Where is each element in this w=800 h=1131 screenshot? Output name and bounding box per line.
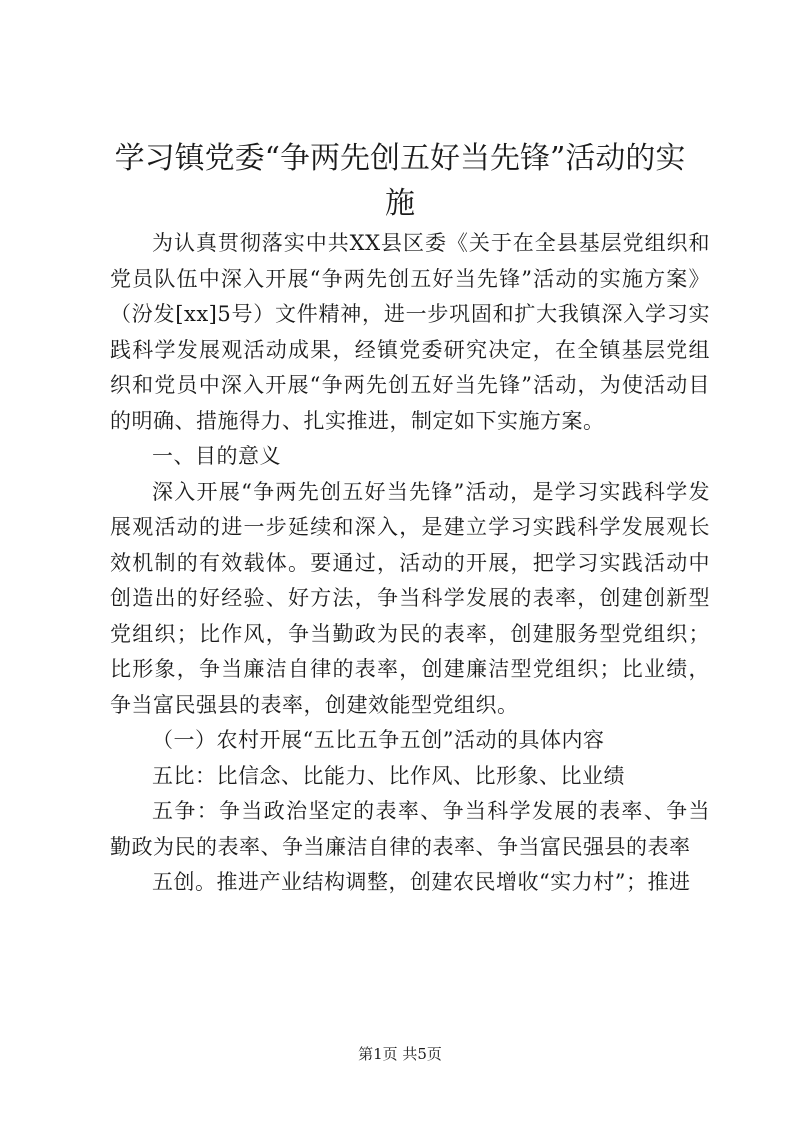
subsection-heading-rural: （一）农村开展“五比五争五创”活动的具体内容 (152, 728, 605, 752)
paragraph-five-create: 五创。推进产业结构调整，创建农民增收“实力村”；推进 (152, 870, 691, 894)
document-body (110, 226, 710, 901)
paragraph-purpose: 深入开展“争两先创五好当先锋”活动，是学习实践科学发展观活动的进一步延续和深入，是建立学习实践科学发展观长效机制的有效载体。要通过，活动的开展，把学习实践活动中创造出的好经验、好方法，争当科学发展的表率，创建创新型党组织；比作风，争当勤政为民的表率，创建服务型党组织；比形象，争当廉洁自律的表率，创建廉洁型党组织；比业绩，争当富民强县的表率，创建效能型党组织。 (110, 479, 710, 717)
page-number-label: 第1页 共5页 (358, 1045, 442, 1063)
document-title: 学习镇党委“争两先创五好当先锋”活动的实施 (114, 141, 686, 221)
paragraph-five-compare: 五比：比信念、比能力、比作风、比形象、比业绩 (152, 763, 625, 788)
page-footer (0, 1044, 800, 1064)
section-heading-purpose: 一、目的意义 (152, 444, 281, 468)
paragraph-intro: 为认真贯彻落实中共XX县区委《关于在全县基层党组织和党员队伍中深入开展“争两先创五好当先锋”活动的实施方案》（汾发[xx]5号）文件精神，进一步巩固和扩大我镇深入学习实践科学发展观活动成果，经镇党委研究决定，在全镇基层党组织和党员中深入开展“争两先创五好当先锋”活动，为使活动目的明确、措施得力、扎实推进，制定如下实施方案。 (110, 231, 710, 433)
paragraph-five-strive: 五争：争当政治坚定的表率、争当科学发展的表率、争当勤政为民的表率、争当廉洁自律的表率、争当富民强县的表率 (110, 799, 710, 859)
